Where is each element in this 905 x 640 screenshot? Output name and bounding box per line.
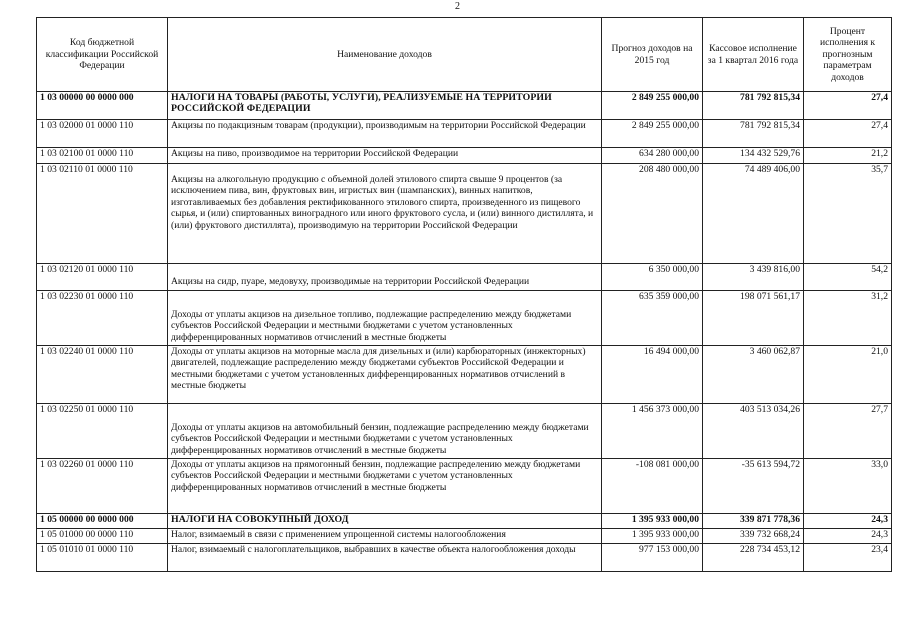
row-forecast: -108 081 000,00 — [602, 459, 703, 514]
table-row — [37, 404, 892, 459]
page-number: 2 — [455, 1, 460, 12]
row-forecast: 208 480 000,00 — [602, 164, 703, 264]
row-percent: 21,2 — [804, 148, 892, 164]
header-percent: Процент исполнения к прогнозным параметрам доходов — [804, 18, 892, 92]
row-code: 1 03 00000 00 0000 000 — [37, 92, 168, 120]
row-name: Акцизы на пиво, производимое на территории Российской Федерации — [168, 148, 602, 164]
row-forecast: 635 359 000,00 — [602, 291, 703, 346]
row-percent: 23,4 — [804, 544, 892, 572]
row-code: 1 03 02260 01 0000 110 — [37, 459, 168, 514]
row-execution: 134 432 529,76 — [703, 148, 804, 164]
row-execution: -35 613 594,72 — [703, 459, 804, 514]
table-row — [37, 92, 892, 120]
row-execution: 781 792 815,34 — [703, 92, 804, 120]
row-execution: 3 460 062,87 — [703, 346, 804, 404]
row-execution: 781 792 815,34 — [703, 120, 804, 148]
row-code: 1 05 00000 00 0000 000 — [37, 514, 168, 529]
row-execution: 3 439 816,00 — [703, 264, 804, 291]
row-execution: 403 513 034,26 — [703, 404, 804, 459]
table-row — [37, 291, 892, 346]
row-name: Налог, взимаемый в связи с применением упрощенной системы налогообложения — [168, 529, 602, 544]
row-forecast: 16 494 000,00 — [602, 346, 703, 404]
row-percent: 27,7 — [804, 404, 892, 459]
header-forecast: Прогноз доходов на 2015 год — [602, 18, 703, 92]
row-execution: 339 732 668,24 — [703, 529, 804, 544]
row-percent: 21,0 — [804, 346, 892, 404]
row-forecast: 1 395 933 000,00 — [602, 514, 703, 529]
revenue-table — [36, 17, 892, 572]
table-row — [37, 459, 892, 514]
table-row — [37, 514, 892, 529]
row-percent: 27,4 — [804, 92, 892, 120]
table-row — [37, 529, 892, 544]
row-code: 1 05 01010 01 0000 110 — [37, 544, 168, 572]
table-row — [37, 120, 892, 148]
row-forecast: 634 280 000,00 — [602, 148, 703, 164]
row-code: 1 03 02230 01 0000 110 — [37, 291, 168, 346]
row-name: Налог, взимаемый с налогоплательщиков, выбравших в качестве объекта налогообложения доходы — [168, 544, 602, 572]
row-name: Акцизы по подакцизным товарам (продукции), производимым на территории Российской Федерации — [168, 120, 602, 148]
table-row — [37, 346, 892, 404]
row-name: Доходы от уплаты акцизов на прямогонный бензин, подлежащие распределению между бюджетами субъектов Российской Федерации и местными бюджетами с учетом установленных дифференцированных нормативов отчислений в местные бюджеты — [168, 459, 602, 514]
row-execution: 198 071 561,17 — [703, 291, 804, 346]
row-code: 1 03 02240 01 0000 110 — [37, 346, 168, 404]
row-name: Акцизы на алкогольную продукцию с объемной долей этилового спирта свыше 9 процентов (за исключением пива, вин, фруктовых вин, игристых вин (шампанских), винных напитков, изготавливаемых без добавления ректификованного этилового спирта, произведенного из пищевого сырья, и (или) спиртованных виноградного или иного фруктового сусла, и (или) винного дистиллята, и (или) фруктового дистиллята), производимую на территории Российской Федерации — [168, 164, 602, 264]
header-code: Код бюджетной классификации Российской Федерации — [37, 18, 168, 92]
row-code: 1 03 02000 01 0000 110 — [37, 120, 168, 148]
row-name: Акцизы на сидр, пуаре, медовуху, производимые на территории Российской Федерации — [168, 264, 602, 291]
row-name: Доходы от уплаты акцизов на автомобильный бензин, подлежащие распределению между бюджетами субъектов Российской Федерации и местными бюджетами с учетом установленных дифференцированных нормативов отчислений в местные бюджеты — [168, 404, 602, 459]
row-forecast: 6 350 000,00 — [602, 264, 703, 291]
row-execution: 228 734 453,12 — [703, 544, 804, 572]
row-forecast: 2 849 255 000,00 — [602, 120, 703, 148]
row-percent: 33,0 — [804, 459, 892, 514]
row-percent: 24,3 — [804, 514, 892, 529]
row-code: 1 05 01000 00 0000 110 — [37, 529, 168, 544]
table-row — [37, 164, 892, 264]
row-code: 1 03 02100 01 0000 110 — [37, 148, 168, 164]
table-header-row — [37, 18, 892, 92]
row-execution: 74 489 406,00 — [703, 164, 804, 264]
table-row — [37, 544, 892, 572]
row-code: 1 03 02120 01 0000 110 — [37, 264, 168, 291]
row-execution: 339 871 778,36 — [703, 514, 804, 529]
row-code: 1 03 02250 01 0000 110 — [37, 404, 168, 459]
row-percent: 31,2 — [804, 291, 892, 346]
table-row — [37, 148, 892, 164]
row-forecast: 1 456 373 000,00 — [602, 404, 703, 459]
row-percent: 54,2 — [804, 264, 892, 291]
row-name: НАЛОГИ НА ТОВАРЫ (РАБОТЫ, УСЛУГИ), РЕАЛИЗУЕМЫЕ НА ТЕРРИТОРИИ РОССИЙСКОЙ ФЕДЕРАЦИИ — [168, 92, 602, 120]
row-forecast: 2 849 255 000,00 — [602, 92, 703, 120]
row-name: Доходы от уплаты акцизов на дизельное топливо, подлежащие распределению между бюджетами субъектов Российской Федерации и местными бюджетами с учетом установленных дифференцированных нормативов отчислений в местные бюджеты — [168, 291, 602, 346]
header-execution: Кассовое исполнение за 1 квартал 2016 года — [703, 18, 804, 92]
header-name: Наименование доходов — [168, 18, 602, 92]
row-forecast: 977 153 000,00 — [602, 544, 703, 572]
table-row — [37, 264, 892, 291]
row-percent: 35,7 — [804, 164, 892, 264]
row-forecast: 1 395 933 000,00 — [602, 529, 703, 544]
row-percent: 24,3 — [804, 529, 892, 544]
row-code: 1 03 02110 01 0000 110 — [37, 164, 168, 264]
row-name: Доходы от уплаты акцизов на моторные масла для дизельных и (или) карбюраторных (инжекторных) двигателей, подлежащие распределению между бюджетами субъектов Российской Федерации и местными бюджетами с учетом установленных дифференцированных нормативов отчислений в местные бюджеты — [168, 346, 602, 404]
row-percent: 27,4 — [804, 120, 892, 148]
row-name: НАЛОГИ НА СОВОКУПНЫЙ ДОХОД — [168, 514, 602, 529]
